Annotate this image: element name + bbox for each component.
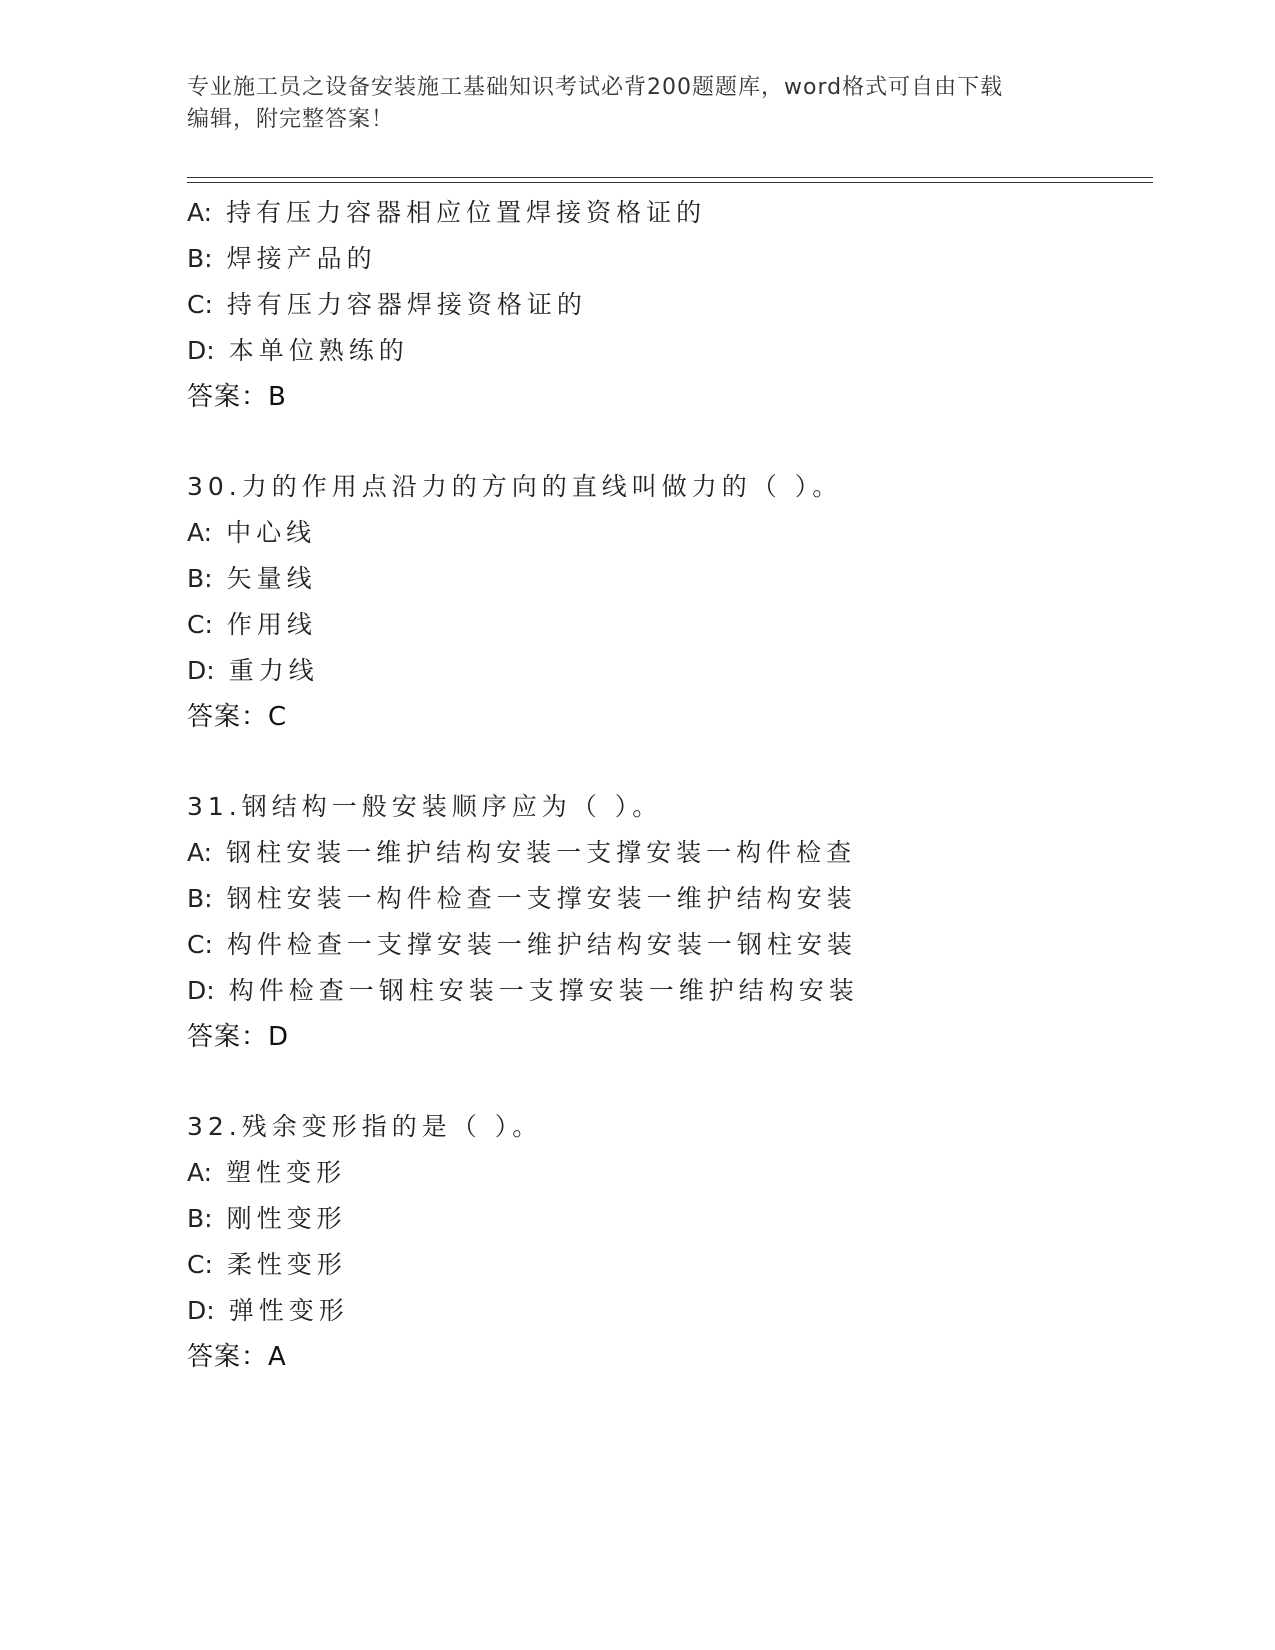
header-divider-top bbox=[187, 177, 1153, 178]
option-a bbox=[187, 830, 1167, 876]
option-a bbox=[187, 510, 1167, 556]
option-letter: A: bbox=[187, 518, 213, 547]
question-block-30 bbox=[187, 464, 1167, 740]
option-letter: C: bbox=[187, 930, 213, 959]
option-c bbox=[187, 922, 1167, 968]
option-text: 弹性变形 bbox=[228, 1296, 349, 1325]
option-text: 中心线 bbox=[226, 518, 317, 547]
option-text: 塑性变形 bbox=[226, 1158, 347, 1187]
option-text: 重力线 bbox=[228, 656, 319, 685]
answer-line: 答案：B bbox=[187, 382, 287, 412]
answer-line: 答案：C bbox=[187, 702, 288, 732]
option-text: 本单位熟练的 bbox=[228, 336, 409, 365]
question-stem: 32.残余变形指的是（ ）。 bbox=[187, 1112, 543, 1141]
option-text: 构件检查一支撑安装一维护结构安装一钢柱安装 bbox=[226, 930, 857, 959]
option-c bbox=[187, 1242, 1167, 1288]
option-text: 钢柱安装一构件检查一支撑安装一维护结构安装 bbox=[226, 884, 857, 913]
option-d bbox=[187, 648, 1167, 694]
option-text: 焊接产品的 bbox=[226, 244, 377, 273]
header-line-1: 专业施工员之设备安装施工基础知识考试必背200题题库，word格式可自由下载 bbox=[187, 75, 1004, 100]
option-letter: B: bbox=[187, 244, 213, 273]
option-letter: D: bbox=[187, 976, 215, 1005]
option-b bbox=[187, 556, 1167, 602]
option-d bbox=[187, 1288, 1167, 1334]
option-a bbox=[187, 190, 1167, 236]
option-letter: A: bbox=[187, 838, 213, 867]
option-letter: D: bbox=[187, 1296, 215, 1325]
option-text: 钢柱安装一维护结构安装一支撑安装一构件检查 bbox=[226, 838, 857, 867]
option-d bbox=[187, 968, 1167, 1014]
option-letter: B: bbox=[187, 1204, 213, 1233]
option-b bbox=[187, 1196, 1167, 1242]
option-letter: A: bbox=[187, 1158, 213, 1187]
option-text: 刚性变形 bbox=[226, 1204, 347, 1233]
option-letter: B: bbox=[187, 564, 213, 593]
question-block-32 bbox=[187, 1104, 1167, 1380]
header-divider-bottom bbox=[187, 182, 1153, 183]
question-block-29 bbox=[187, 190, 1167, 420]
option-letter: C: bbox=[187, 1250, 213, 1279]
header-line-2: 编辑，附完整答案！ bbox=[187, 107, 395, 132]
option-letter: D: bbox=[187, 336, 215, 365]
option-c bbox=[187, 602, 1167, 648]
option-letter: A: bbox=[187, 198, 213, 227]
option-letter: B: bbox=[187, 884, 213, 913]
option-text: 矢量线 bbox=[226, 564, 317, 593]
answer-line: 答案：D bbox=[187, 1022, 290, 1052]
option-letter: D: bbox=[187, 656, 215, 685]
option-text: 持有压力容器相应位置焊接资格证的 bbox=[226, 198, 707, 227]
option-c bbox=[187, 282, 1167, 328]
question-stem: 30.力的作用点沿力的方向的直线叫做力的（ ）。 bbox=[187, 472, 843, 501]
option-text: 柔性变形 bbox=[226, 1250, 347, 1279]
option-d bbox=[187, 328, 1167, 374]
answer-line: 答案：A bbox=[187, 1342, 287, 1372]
question-list bbox=[187, 190, 1167, 1380]
option-text: 作用线 bbox=[226, 610, 317, 639]
option-text: 构件检查一钢柱安装一支撑安装一维护结构安装 bbox=[228, 976, 859, 1005]
option-letter: C: bbox=[187, 610, 213, 639]
question-stem: 31.钢结构一般安装顺序应为（ ）。 bbox=[187, 792, 663, 821]
option-text: 持有压力容器焊接资格证的 bbox=[226, 290, 587, 319]
option-b bbox=[187, 236, 1167, 282]
document-header bbox=[187, 72, 1087, 136]
option-a bbox=[187, 1150, 1167, 1196]
option-b bbox=[187, 876, 1167, 922]
option-letter: C: bbox=[187, 290, 213, 319]
question-block-31 bbox=[187, 784, 1167, 1060]
